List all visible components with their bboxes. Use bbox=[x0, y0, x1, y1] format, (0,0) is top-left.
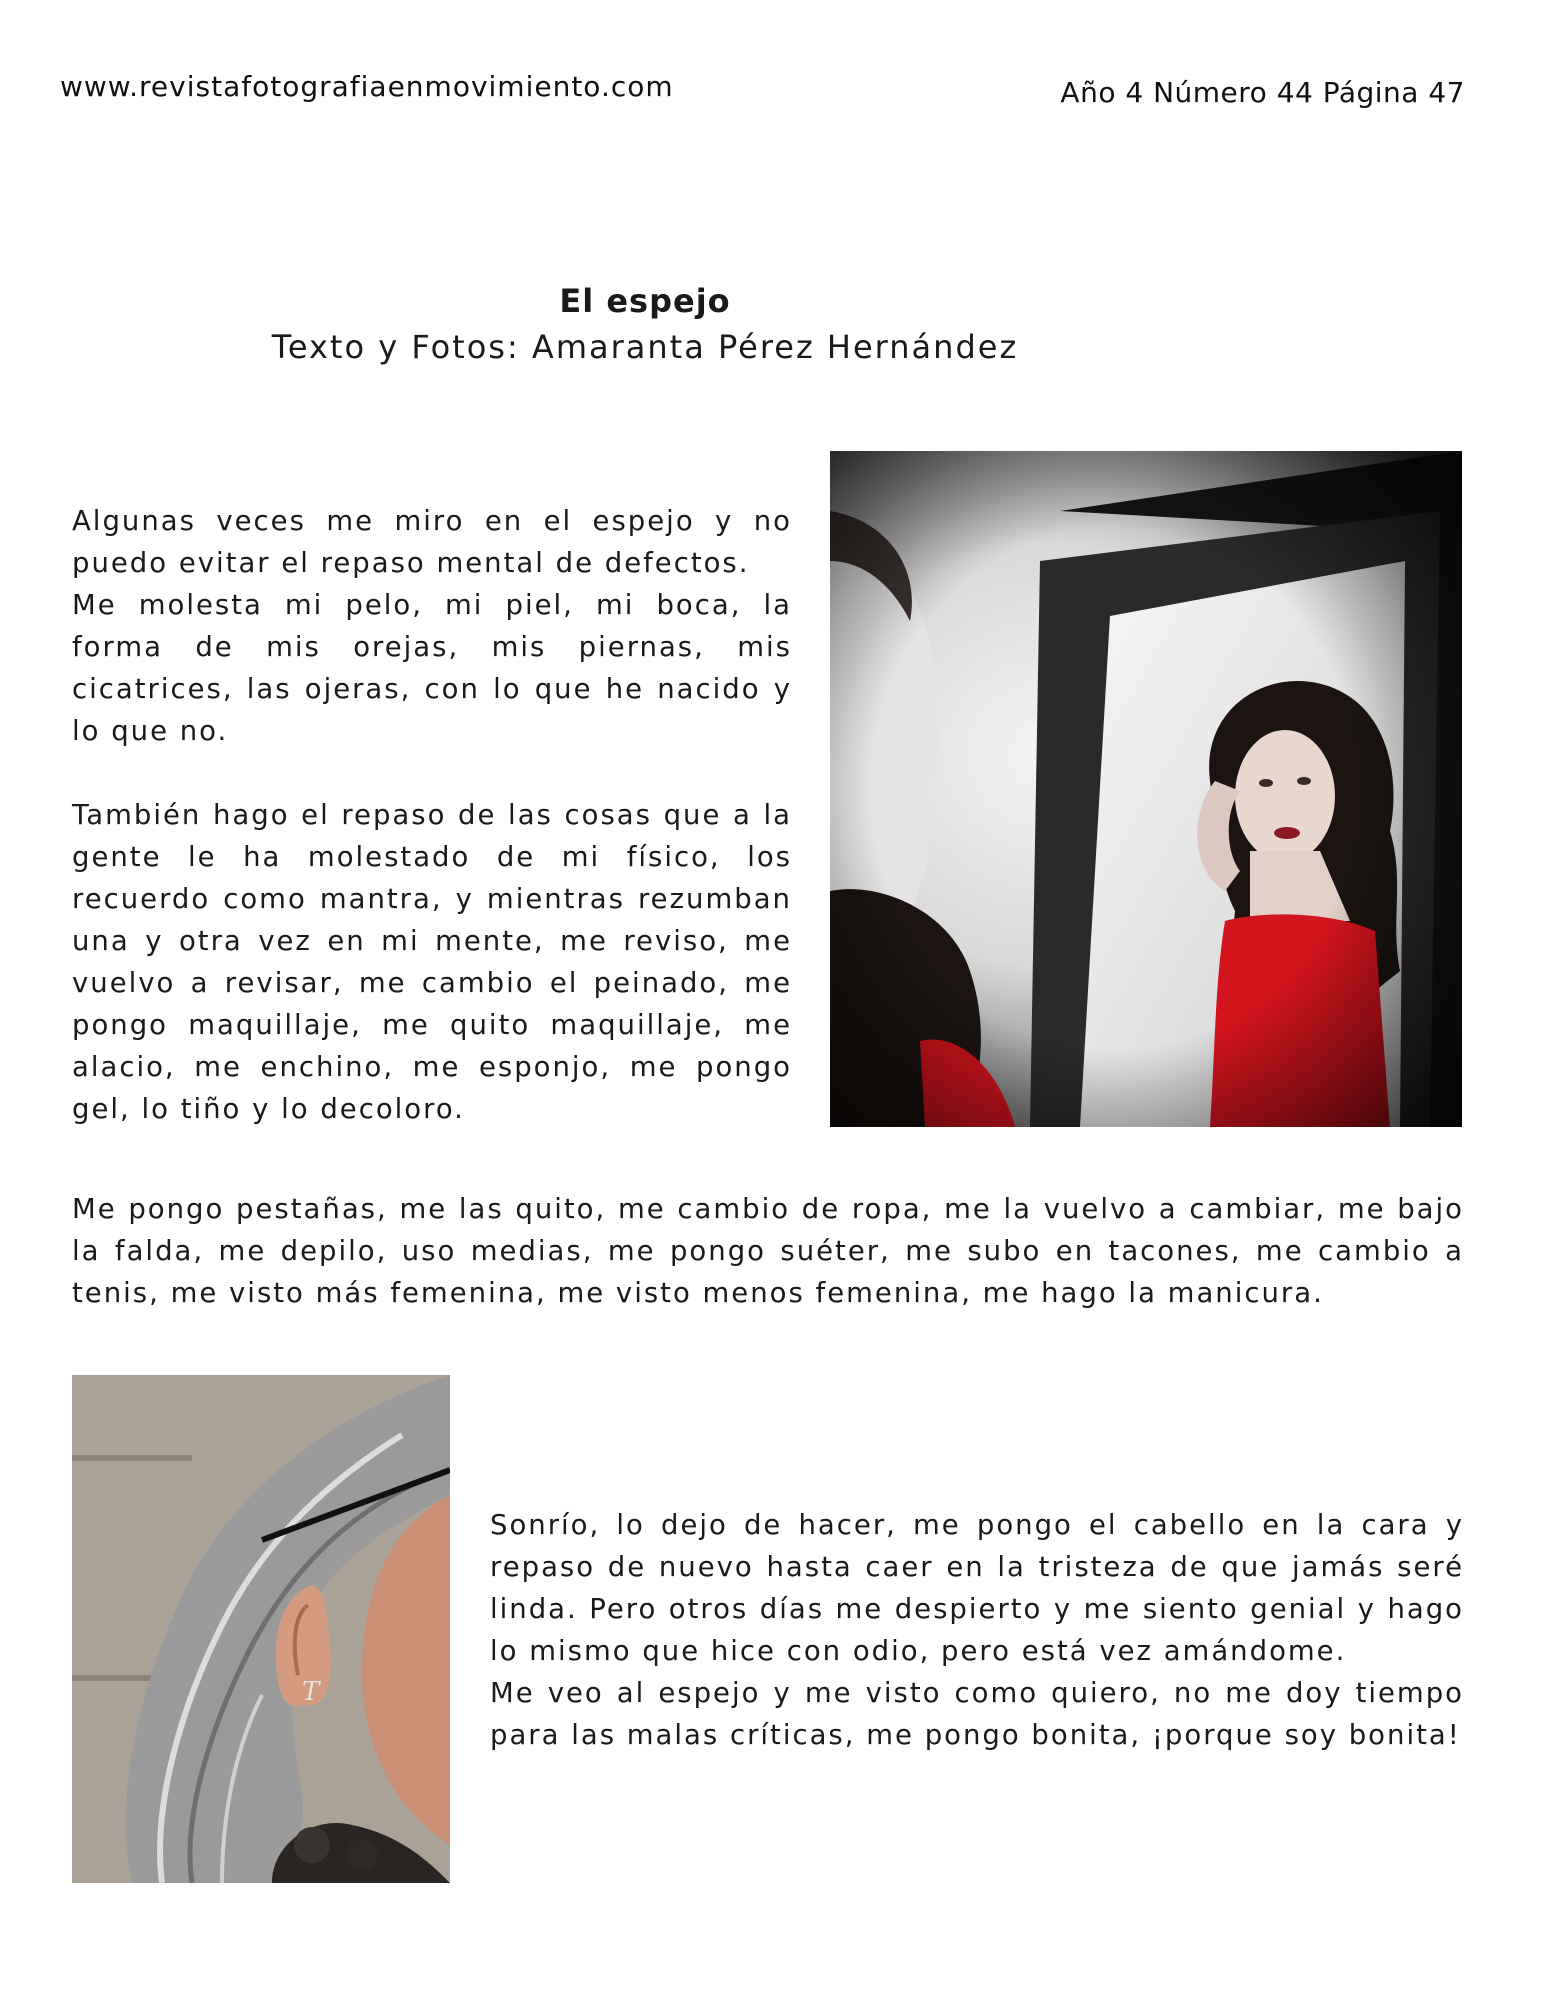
paragraph: Algunas veces me miro en el espejo y no puedo evitar el repaso mental de defectos. bbox=[72, 505, 792, 579]
paragraph-block-2 bbox=[72, 1188, 1464, 1314]
ear-earring-photo bbox=[72, 1375, 450, 1883]
mirror-photo bbox=[830, 451, 1462, 1127]
paragraph-block-1 bbox=[72, 500, 792, 1130]
article-byline: Texto y Fotos: Amaranta Pérez Hernández bbox=[271, 328, 1019, 366]
paragraph: También hago el repaso de las cosas que a la gente le ha molestado de mi físico, los recuerdo como mantra, y mientras rezumban una y otra vez en mi mente, me reviso, me vuelvo a revisar, me cambio el peinado, me pongo maquillaje, me quito maquillaje, me alacio, me enchino, me esponjo, me pongo gel, lo tiño y lo decoloro. bbox=[72, 799, 792, 1125]
paragraph: Sonrío, lo dejo de hacer, me pongo el cabello en la cara y repaso de nuevo hasta caer en la tristeza de que jamás seré linda. Pero otros días me despierto y me siento genial y hago lo mismo que hice con odio, pero está vez amándome. bbox=[490, 1509, 1464, 1667]
paragraph: Me pongo pestañas, me las quito, me cambio de ropa, me la vuelvo a cambiar, me bajo la falda, me depilo, uso medias, me pongo suéter, me subo en tacones, me cambio a tenis, me visto más femenina, me visto menos femenina, me hago la manicura. bbox=[72, 1193, 1464, 1309]
paragraph-block-3 bbox=[490, 1504, 1464, 1756]
mirror-photo-illustration bbox=[830, 451, 1462, 1127]
site-url: www.revistafotografiaenmovimiento.com bbox=[60, 70, 674, 103]
paragraph: Me molesta mi pelo, mi piel, mi boca, la forma de mis orejas, mis piernas, mis cicatrices, las ojeras, con lo que he nacido y lo que no. bbox=[72, 589, 792, 747]
article-title: El espejo bbox=[559, 282, 731, 320]
issue-page-info: Año 4 Número 44 Página 47 bbox=[1060, 76, 1465, 109]
paragraph-gap bbox=[72, 752, 792, 794]
ear-photo-illustration bbox=[72, 1375, 450, 1883]
paragraph: Me veo al espejo y me visto como quiero, no me doy tiempo para las malas críticas, me pongo bonita, ¡porque soy bonita! bbox=[490, 1677, 1464, 1751]
earring-icon: T bbox=[302, 1677, 320, 1707]
